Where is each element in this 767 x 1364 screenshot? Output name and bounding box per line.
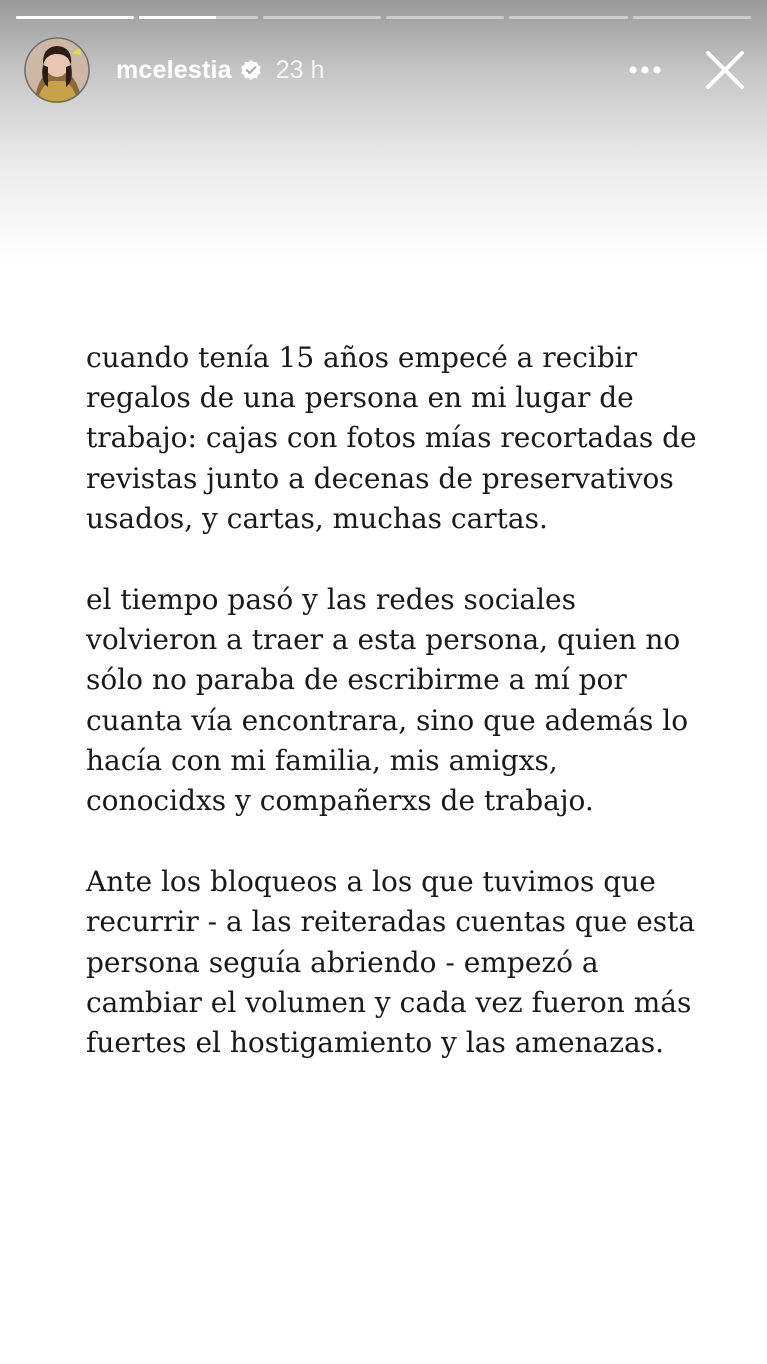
close-icon[interactable]	[701, 46, 749, 94]
avatar[interactable]	[24, 37, 90, 103]
progress-segment	[139, 16, 257, 19]
verified-badge-icon	[240, 59, 262, 81]
progress-segment	[633, 16, 751, 19]
progress-segment	[509, 16, 627, 19]
post-time: 23 h	[275, 55, 325, 84]
progress-segment-fill	[139, 16, 216, 19]
story-paragraph: Ante los bloqueos a los que tuvimos que recurrir - a las reiteradas cuentas que esta persona seguía abriendo - empezó a cambiar el volumen y cada vez fueron más fuertes el hostigamiento y las amenazas.	[86, 865, 696, 1060]
progress-segment	[386, 16, 504, 19]
story-progress-bar	[16, 16, 751, 19]
story-text-body	[86, 338, 726, 1063]
more-options-icon[interactable]	[625, 50, 665, 90]
story-header	[24, 36, 749, 104]
story-paragraph: cuando tenía 15 años empecé a recibir regalos de una persona en mi lugar de trabajo: cajas con fotos mías recortadas de revistas junto a decenas de preservativos usados, y cartas, muchas cartas.	[86, 341, 697, 535]
progress-segment-fill	[16, 16, 134, 19]
username[interactable]: mcelestia	[116, 55, 232, 84]
progress-segment	[16, 16, 134, 19]
story-paragraph: el tiempo pasó y las redes sociales volvieron a traer a esta persona, quien no sólo no paraba de escribirme a mí por cuanta vía encontrara, sino que además lo hacía con mi familia, mis amigxs, conocidxs y compañerxs de trabajo.	[86, 583, 689, 818]
progress-segment	[263, 16, 381, 19]
